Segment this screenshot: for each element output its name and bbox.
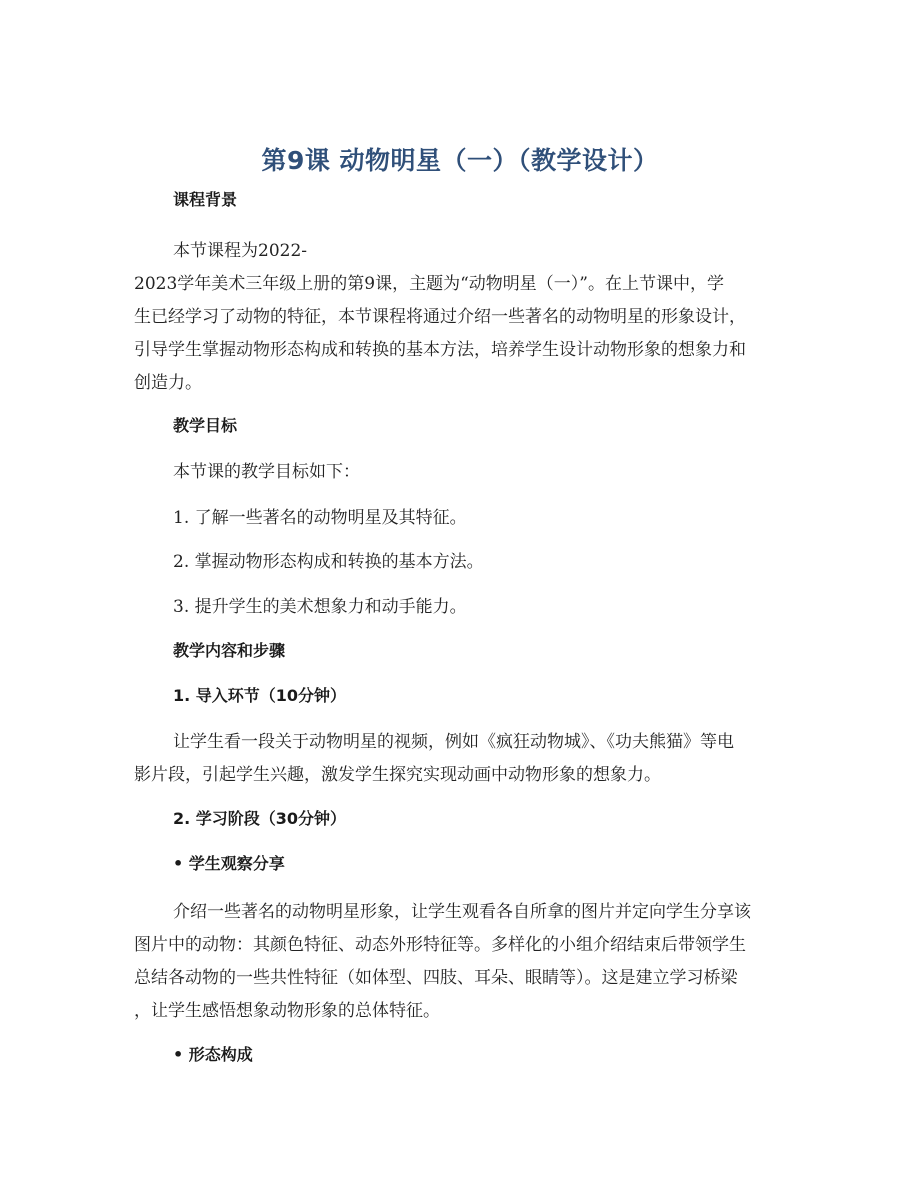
bullet-heading: • 学生观察分享 [173, 854, 285, 873]
paragraph-line: 影片段，引起学生兴趣，激发学生探究实现动画中动物形象的想象力。 [134, 765, 661, 785]
heading-background: 课程背景 [173, 190, 238, 209]
paragraph-line: ，让学生感悟想象动物形象的总体特征。 [134, 1001, 440, 1021]
page-title: 第9课 动物明星（一）（教学设计） [261, 146, 659, 175]
paragraph-line: 本节课程为2022- [173, 241, 308, 261]
step-heading: 1. 导入环节（10分钟） [173, 686, 347, 705]
paragraph-line: 创造力。 [134, 373, 202, 393]
goal-item: 2. 掌握动物形态构成和转换的基本方法。 [173, 552, 484, 572]
paragraph-line: 介绍一些著名的动物明星形象，让学生观看各自所拿的图片并定向学生分享该 [173, 902, 751, 922]
paragraph-line: 引导学生掌握动物形态构成和转换的基本方法，培养学生设计动物形象的想象力和 [134, 340, 746, 360]
heading-content: 教学内容和步骤 [173, 641, 286, 660]
bullet-heading: • 形态构成 [173, 1045, 253, 1064]
paragraph-line: 总结各动物的一些共性特征（如体型、四肢、耳朵、眼睛等）。这是建立学习桥梁 [134, 968, 738, 988]
paragraph-line: 生已经学习了动物的特征，本节课程将通过介绍一些著名的动物明星的形象设计， [134, 307, 746, 327]
goal-item: 3. 提升学生的美术想象力和动手能力。 [173, 597, 467, 617]
paragraph-line: 让学生看一段关于动物明星的视频，例如《疯狂动物城》、《功夫熊猫》等电 [173, 732, 734, 752]
paragraph-line: 2023学年美术三年级上册的第9课，主题为“动物明星（一）”。在上节课中，学 [134, 274, 724, 294]
step-heading: 2. 学习阶段（30分钟） [173, 809, 347, 828]
paragraph-line: 图片中的动物：其颜色特征、动态外形特征等。多样化的小组介绍结束后带领学生 [134, 935, 746, 955]
heading-goals: 教学目标 [173, 416, 238, 435]
goals-intro: 本节课的教学目标如下： [173, 462, 360, 482]
goal-item: 1. 了解一些著名的动物明星及其特征。 [173, 508, 467, 528]
